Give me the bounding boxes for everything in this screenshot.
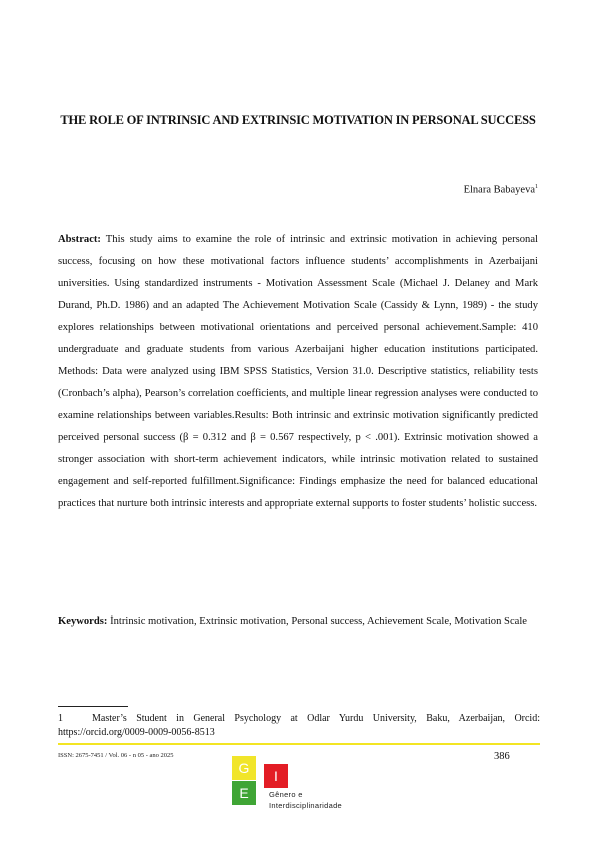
logo-text bbox=[269, 789, 342, 811]
issn-line: ISSN: 2675-7451 / Vol. 06 - n 05 - ano 2025 bbox=[58, 752, 174, 759]
logo-g-square: G bbox=[232, 756, 256, 780]
journal-logo bbox=[232, 756, 362, 816]
logo-i-square: I bbox=[264, 764, 288, 788]
keywords bbox=[58, 610, 538, 634]
abstract bbox=[58, 229, 538, 515]
footnote-number: 1 bbox=[58, 713, 63, 724]
logo-e-square: E bbox=[232, 781, 256, 805]
author-line bbox=[464, 184, 538, 196]
footnote bbox=[58, 712, 540, 740]
footnote-separator bbox=[58, 706, 128, 707]
keywords-label: Keywords: bbox=[58, 616, 108, 627]
page-number: 386 bbox=[494, 751, 510, 762]
abstract-text: This study aims to examine the role of intrinsic and extrinsic motivation in achieving personal success, focusing on how these motivational factors influence students’ accomplishments in Azerbaijani universities. Using standardized instruments - Motivation Assessment Scale (Michael J. Delaney and Mark Durand, Ph.D. 1986) and an adapted The Achievement Motivation Scale (Cassidy & Lynn, 1989) - the study explores relationships between motivational orientations and perceived personal achievement.Sample: 410 undergraduate and graduate students from various Azerbaijani higher education institutions participated. Methods: Data were analyzed using IBM SPSS Statistics, Version 31.0. Descriptive statistics, reliability tests (Cronbach’s alpha), Pearson’s correlation coefficients, and multiple linear regression analyses were conducted to examine relationships between variables.Results: Both intrinsic and extrinsic motivation significantly predicted perceived personal success (β = 0.312 and β = 0.567 respectively, p < .001). Extrinsic motivation showed a stronger association with short-term achievement indicators, while intrinsic motivation related to sustained engagement and self-reported fulfillment.Significance: Findings emphasize the need for balanced educational practices that nurture both intrinsic interests and appropriate external supports to foster students’ holistic success. bbox=[58, 234, 538, 509]
paper-title: THE ROLE OF INTRINSIC AND EXTRINSIC MOTIVATION IN PERSONAL SUCCESS bbox=[60, 113, 536, 127]
author-footnote-mark[interactable]: 1 bbox=[535, 184, 538, 190]
keywords-text: İntrinsic motivation, Extrinsic motivation, Personal success, Achievement Scale, Motivation Scale bbox=[110, 616, 527, 627]
footer-rule bbox=[58, 743, 540, 745]
author-name: Elnara Babayeva bbox=[463, 184, 535, 196]
abstract-label: Abstract: bbox=[58, 234, 101, 245]
logo-line-1: Gênero e bbox=[269, 790, 303, 799]
footnote-text[interactable]: Master’s Student in General Psychology at Odlar Yurdu University, Baku, Azerbaijan, Orcid: https://orcid.org/0009-0009-0056-8513 bbox=[58, 713, 540, 738]
logo-line-2: Interdisciplinaridade bbox=[269, 801, 343, 810]
